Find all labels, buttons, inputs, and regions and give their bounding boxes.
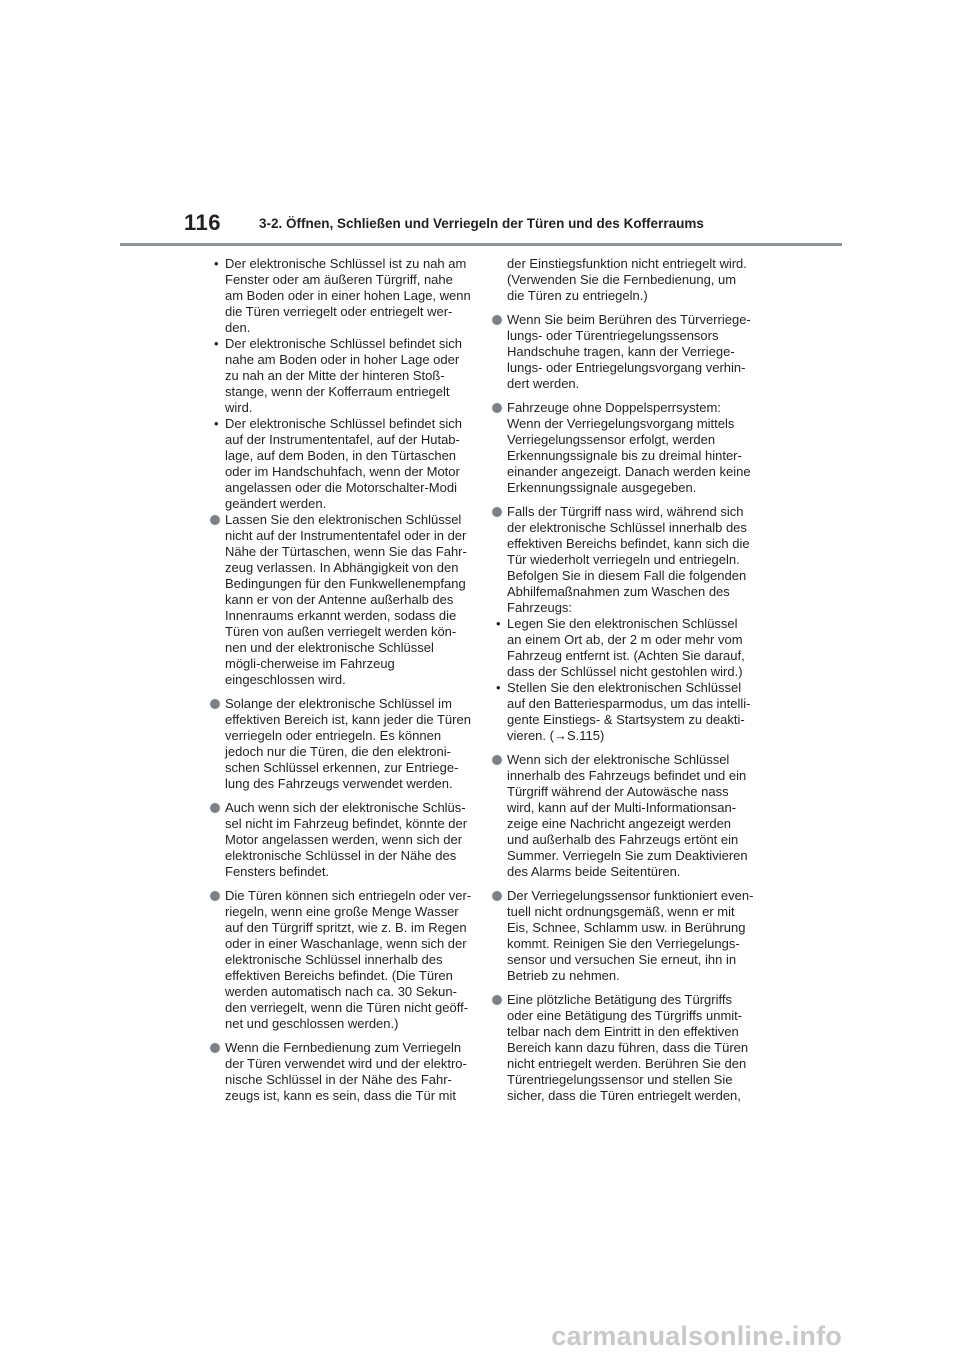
watermark-text: carmanualsonline.info bbox=[551, 1321, 842, 1351]
bullet-paragraph bbox=[492, 992, 754, 1104]
list-mark: • bbox=[214, 336, 219, 351]
bullet-text: Falls der Türgriff nass wird, während sich der elektronische Schlüssel innerhalb des effektiven Bereichs befindet, kann sich die Tür wiederholt verriegeln und entriegeln. Befolgen Sie in diesem Fall die folgenden Abhilfemaßnahmen zum Waschen des Fahrzeugs: bbox=[507, 504, 750, 615]
bullet-icon bbox=[492, 403, 502, 413]
bullet-paragraph bbox=[210, 888, 472, 1032]
bullet-paragraph bbox=[210, 696, 472, 792]
left-column bbox=[210, 256, 472, 1112]
bullet-icon bbox=[492, 755, 502, 765]
list-item bbox=[210, 256, 472, 336]
continued-text: der Einstiegsfunktion nicht entriegelt wird. (Verwenden Sie die Fernbedienung, um die Türen zu entriegeln.) bbox=[507, 256, 747, 303]
list-mark: • bbox=[214, 416, 219, 431]
bullet-paragraph bbox=[210, 1040, 472, 1104]
bullet-text: Wenn Sie beim Berühren des Türverriege-lungs- oder Türentriegelungssensors Handschuhe tragen, kann der Verriege-lungs- oder Entriegelungsvorgang verhin-dert werden. bbox=[507, 312, 751, 391]
list-item bbox=[492, 680, 754, 744]
bullet-icon bbox=[210, 699, 220, 709]
wash-steps-list bbox=[492, 616, 754, 744]
bullet-icon bbox=[210, 803, 220, 813]
bullet-text: Solange der elektronische Schlüssel im effektiven Bereich ist, kann jeder die Türen verriegeln oder entriegeln. Es können jedoch nur die Türen, die den elektroni-schen Schlüssel erkennen, zur Entriege-lung des Fahrzeugs verwendet werden. bbox=[225, 696, 471, 791]
bullet-icon bbox=[492, 891, 502, 901]
bullet-icon bbox=[210, 891, 220, 901]
header-rule bbox=[120, 243, 842, 246]
bullet-icon bbox=[210, 1043, 220, 1053]
list-mark: • bbox=[496, 680, 501, 695]
bullet-text: Fahrzeuge ohne Doppelsperrsystem: Wenn der Verriegelungsvorgang mittels Verriegelungssensor erfolgt, werden Erkennungssignale bis zu dreimal hinter-einander angezeigt. Danach werden keine Erkennungssignale ausgegeben. bbox=[507, 400, 751, 495]
list-item-text: Der elektronische Schlüssel befindet sich nahe am Boden oder in hoher Lage oder zu nah an der Mitte der hinteren Stoß-stange, wenn der Kofferraum entriegelt wird. bbox=[225, 336, 463, 415]
bullet-text: Eine plötzliche Betätigung des Türgriffs oder eine Betätigung des Türgriffs unmit-telbar nach dem Eintritt in den effektiven Bereich kann dazu führen, dass die Türen nicht entriegelt werden. Berühren Sie den Türentriegelungssensor und stellen Sie sicher, dass die Türen entriegelt werden, bbox=[507, 992, 749, 1103]
list-item bbox=[210, 416, 472, 512]
watermark bbox=[0, 1318, 960, 1358]
list-item-text: Stellen Sie den elektronischen Schlüssel auf den Batteriesparmodus, um das intelli-gente Einstiegs- & Startsystem zu deakti-vieren. (→S.115) bbox=[507, 680, 751, 743]
bullet-paragraph bbox=[210, 512, 472, 688]
continued-paragraph bbox=[492, 256, 754, 304]
list-mark: • bbox=[214, 256, 219, 271]
list-item-text: Legen Sie den elektronischen Schlüssel an einem Ort ab, der 2 m oder mehr vom Fahrzeug entfernt ist. (Achten Sie darauf, dass der Schlüssel nicht gestohlen wird.) bbox=[507, 616, 745, 679]
bullet-icon bbox=[492, 507, 502, 517]
bullet-icon bbox=[492, 995, 502, 1005]
bullet-paragraph bbox=[492, 312, 754, 392]
page-number: 116 bbox=[184, 210, 221, 235]
bullet-text: Die Türen können sich entriegeln oder ver-riegeln, wenn eine große Menge Wasser auf den Türgriff spritzt, wie z. B. im Regen oder in einer Waschanlage, wenn sich der elektronische Schlüssel innerhalb des effektiven Bereichs befindet. (Die Türen werden automatisch nach ca. 30 Sekun-den verriegelt, wenn die Türen nicht geöff-net und geschlossen werden.) bbox=[225, 888, 472, 1031]
list-mark: • bbox=[496, 616, 501, 631]
bullet-text: Lassen Sie den elektronischen Schlüssel nicht auf der Instrumententafel oder in der Nähe der Türtaschen, wenn Sie das Fahr-zeug verlassen. In Abhängigkeit von den Bedingungen für den Funkwellenempfang kann er von der Antenne außerhalb des Innenraums erkannt werden, sodass die Türen von außen verriegelt werden kön-nen und der elektronische Schlüssel mögli-cherweise im Fahrzeug eingeschlossen wird. bbox=[225, 512, 467, 687]
section-title: 3-2. Öffnen, Schließen und Verriegeln der Türen und des Kofferraums bbox=[259, 216, 704, 231]
right-column bbox=[492, 256, 754, 1112]
bullet-icon bbox=[492, 315, 502, 325]
bullet-paragraph bbox=[492, 888, 754, 984]
bullet-text: Wenn sich der elektronische Schlüssel innerhalb des Fahrzeugs befindet und ein Türgriff während der Autowäsche nass wird, kann auf der Multi-Informationsan-zeige eine Nachricht angezeigt werden und außerhalb des Fahrzeugs ertönt ein Summer. Verriegeln Sie zum Deaktivieren des Alarms beide Seitentüren. bbox=[507, 752, 748, 879]
page-header bbox=[0, 0, 960, 250]
bullet-text: Der Verriegelungssensor funktioniert even-tuell nicht ordnungsgemäß, wenn er mit Eis, Schnee, Schlamm usw. in Berührung kommt. Reinigen Sie den Verriegelungs-sensor und versuchen Sie erneut, ihn in Betrieb zu nehmen. bbox=[507, 888, 754, 983]
list-item bbox=[210, 336, 472, 416]
bullet-paragraph bbox=[492, 752, 754, 880]
bullet-text: Auch wenn sich der elektronische Schlüs-sel nicht im Fahrzeug befindet, könnte der Motor angelassen werden, wenn sich der elektronische Schlüssel in der Nähe des Fensters befindet. bbox=[225, 800, 468, 879]
bullet-icon bbox=[210, 515, 220, 525]
bullet-paragraph bbox=[492, 504, 754, 744]
bullet-text: Wenn die Fernbedienung zum Verriegeln der Türen verwendet wird und der elektro-nische Schlüssel in der Nähe des Fahr-zeugs ist, kann es sein, dass die Tür mit bbox=[225, 1040, 467, 1103]
bullet-paragraph bbox=[210, 800, 472, 880]
list-item-text: Der elektronische Schlüssel ist zu nah am Fenster oder am äußeren Türgriff, nahe am Boden oder in einer hohen Lage, wenn die Türen verriegelt oder entriegelt wer-den. bbox=[225, 256, 471, 335]
bullet-paragraph bbox=[492, 400, 754, 496]
list-item bbox=[492, 616, 754, 680]
list-item-text: Der elektronische Schlüssel befindet sich auf der Instrumententafel, auf der Hutab-lage, auf dem Boden, in den Türtaschen oder im Handschuhfach, wenn der Motor angelassen oder die Motorschalter-Modi geändert werden. bbox=[225, 416, 463, 511]
intro-list bbox=[210, 256, 472, 512]
